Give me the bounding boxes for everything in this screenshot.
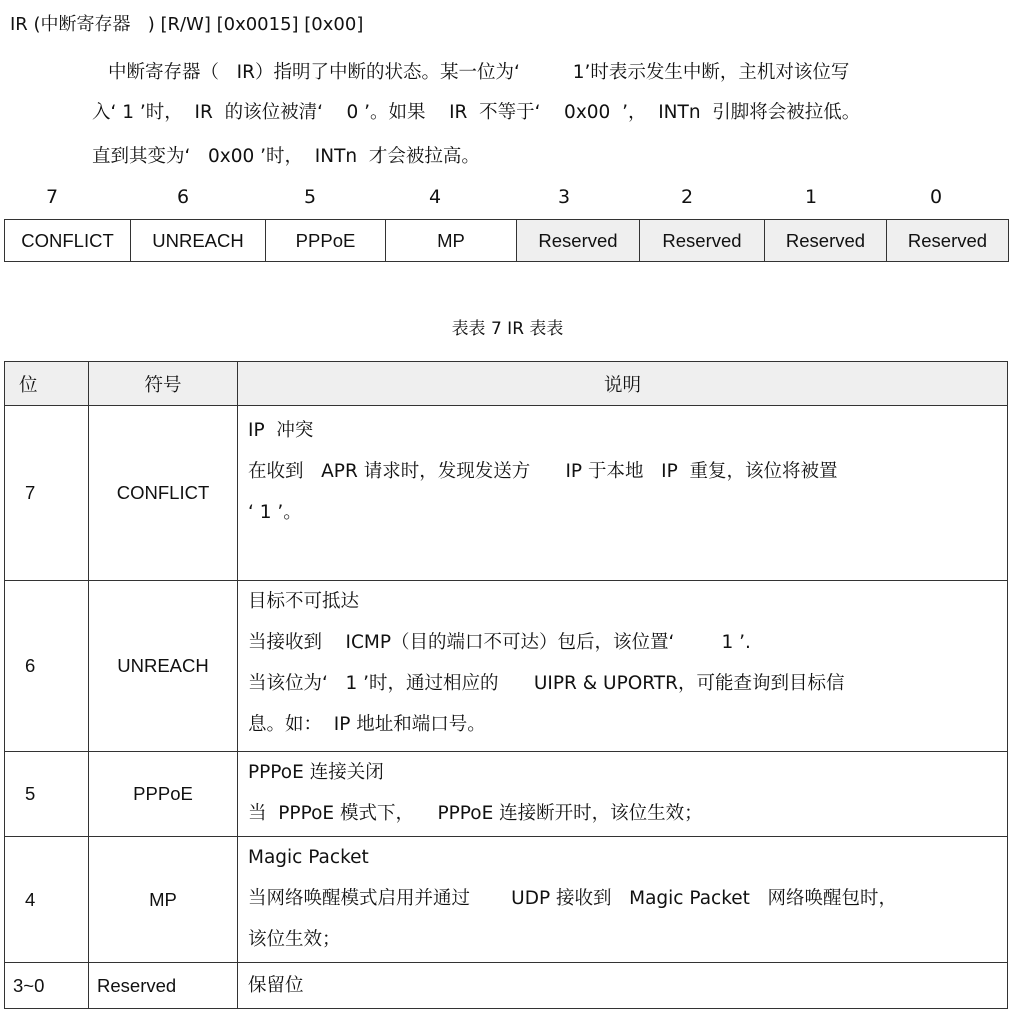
table-row (5, 406, 1008, 581)
bit-number-row (4, 186, 1008, 214)
table-row (5, 581, 1008, 752)
header-symbol: 符号 (89, 362, 238, 406)
row-bit: 4 (5, 837, 89, 963)
row-symbol: CONFLICT (89, 406, 238, 581)
bit-number: 6 (176, 186, 190, 208)
bit-number: 4 (428, 186, 442, 208)
row-symbol: UNREACH (89, 581, 238, 752)
row-bit: 6 (5, 581, 89, 752)
desc-line: 当该位为‘ 1 ’时，通过相应的 UIPR & UPORTR，可能查询到目标信 (248, 673, 845, 694)
register-heading: IR (中断寄存器 ) [R/W] [0x0015] [0x00] (10, 14, 364, 35)
table-row (5, 752, 1008, 837)
intro-line-2: 入‘ 1 ’时， IR 的该位被清‘ 0 ’。如果 IR 不等于‘ 0x00 ’， INTn 引脚将会被拉低。 (92, 102, 861, 123)
desc-line: 当接收到 ICMP（目的端口不可达）包后，该位置‘ 1 ’. (248, 632, 751, 653)
intro-line-3: 直到其变为‘ 0x00 ’时， INTn 才会被拉高。 (92, 146, 480, 167)
bit-number: 7 (45, 186, 59, 208)
row-description (238, 406, 1008, 581)
desc-line: 该位生效； (248, 929, 341, 950)
field-mp: MP (386, 220, 517, 262)
row-bit: 7 (5, 406, 89, 581)
row-symbol: Reserved (89, 963, 238, 1009)
desc-line: IP 冲突 (248, 420, 314, 441)
field-pppoe: PPPoE (266, 220, 386, 262)
field-reserved-0: Reserved (887, 220, 1009, 262)
bit-number: 2 (680, 186, 694, 208)
desc-line: 当网络唤醒模式启用并通过 UDP 接收到 Magic Packet 网络唤醒包时， (248, 888, 898, 909)
field-unreach: UNREACH (131, 220, 266, 262)
desc-line: 保留位 (248, 975, 304, 996)
table-row (5, 837, 1008, 963)
bit-number: 1 (804, 186, 818, 208)
row-description (238, 837, 1008, 963)
row-bit: 3~0 (5, 963, 89, 1009)
field-reserved-3: Reserved (517, 220, 640, 262)
row-description (238, 752, 1008, 837)
desc-line: 目标不可抵达 (248, 591, 360, 612)
field-reserved-1: Reserved (765, 220, 887, 262)
bit-number: 0 (929, 186, 943, 208)
description-table (4, 361, 1008, 1009)
field-reserved-2: Reserved (640, 220, 765, 262)
header-bit: 位 (5, 362, 89, 406)
bit-number: 3 (557, 186, 571, 208)
desc-line: 当 PPPoE 模式下， PPPoE 连接断开时，该位生效； (248, 803, 703, 824)
register-bit-table (4, 219, 1009, 262)
row-bit: 5 (5, 752, 89, 837)
desc-line: 息。如： IP 地址和端口号。 (248, 714, 486, 735)
row-symbol: PPPoE (89, 752, 238, 837)
row-symbol: MP (89, 837, 238, 963)
row-description (238, 581, 1008, 752)
desc-line: Magic Packet (248, 847, 369, 868)
header-description: 说明 (238, 362, 1008, 406)
table-caption: 表表 7 IR 表表 (451, 319, 564, 339)
desc-line: PPPoE 连接关闭 (248, 762, 384, 783)
row-description (238, 963, 1008, 1009)
desc-line: 在收到 APR 请求时，发现发送方 IP 于本地 IP 重复，该位将被置 (248, 461, 838, 482)
bit-number: 5 (303, 186, 317, 208)
intro-line-1: 中断寄存器（ IR）指明了中断的状态。某一位为‘ 1’时表示发生中断，主机对该位写 (108, 62, 850, 83)
table-row (5, 963, 1008, 1009)
desc-line: ‘ 1 ’。 (248, 502, 302, 523)
field-conflict: CONFLICT (5, 220, 131, 262)
